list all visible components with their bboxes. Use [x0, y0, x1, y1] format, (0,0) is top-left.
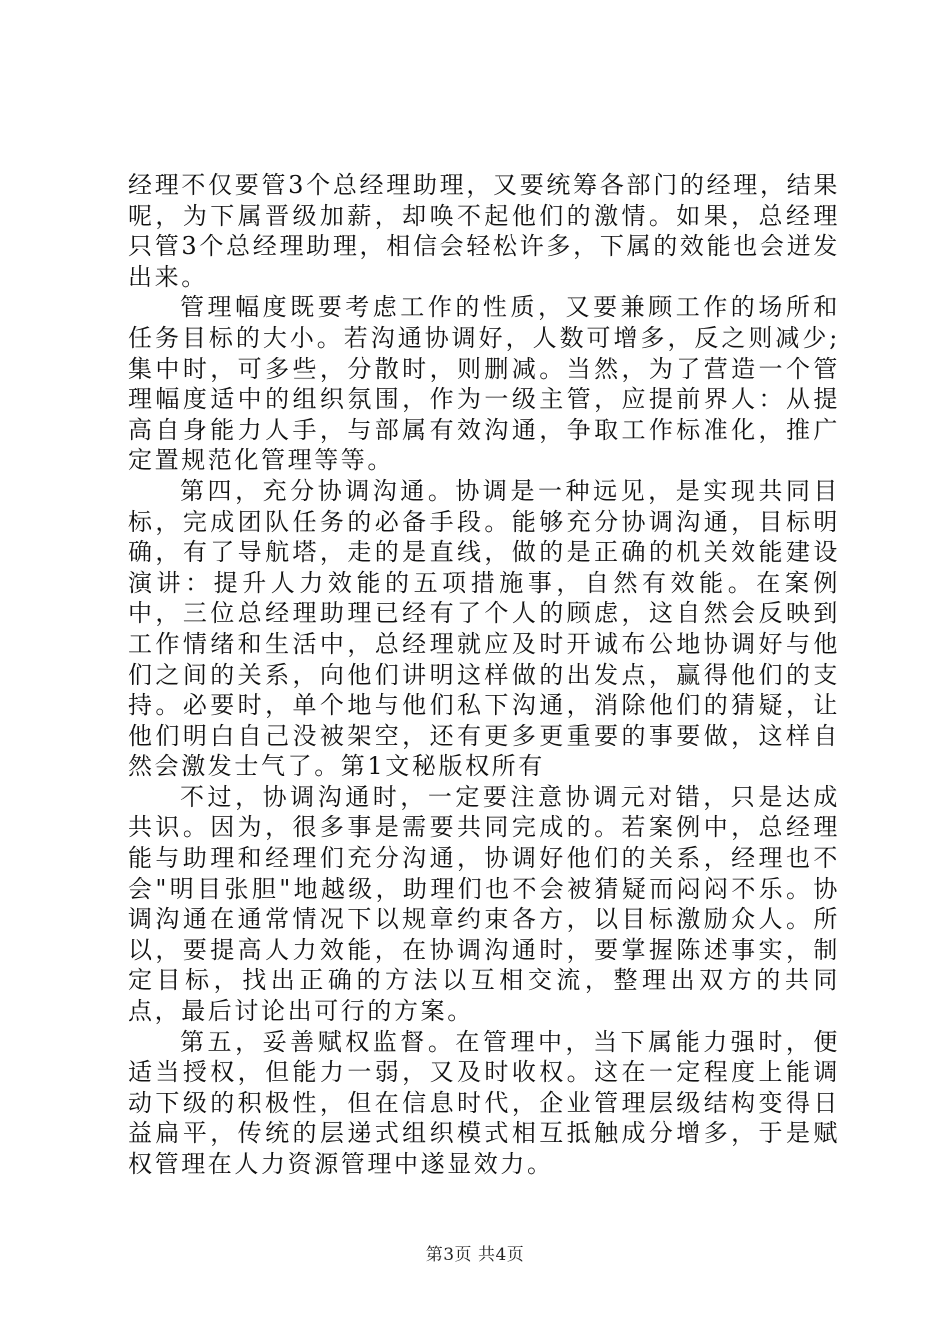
paragraph-4: 不过，协调沟通时，一定要注意协调元对错，只是达成共识。因为，很多事是需要共同完成的。若案例中，总经理能与助理和经理们充分沟通，协调好他们的关系，经理也不会"明目张胆"地越级，助理们也不会被猜疑而闷闷不乐。协调沟通在通常情况下以规章约束各方，以目标激励众人。所以，要提高人力效能，在协调沟通时，要掌握陈述事实，制定目标，找出正确的方法以互相交流，整理出双方的共同点，最后讨论出可行的方案。 [128, 782, 840, 1026]
paragraph-1: 经理不仅要管3个总经理助理，又要统筹各部门的经理，结果呢，为下属晋级加薪，却唤不起他们的激情。如果，总经理只管3个总经理助理，相信会轻松许多，下属的效能也会迸发出来。 [128, 171, 840, 291]
paragraph-2: 管理幅度既要考虑工作的性质，又要兼顾工作的场所和任务目标的大小。若沟通协调好，人数可增多，反之则减少;集中时，可多些，分散时，则删减。当然，为了营造一个管理幅度适中的组织氛围，作为一级主管，应提前界人：从提高自身能力人手，与部属有效沟通，争取工作标准化，推广定置规范化管理等等。 [128, 293, 840, 475]
paragraph-5: 第五，妥善赋权监督。在管理中，当下属能力强时，便适当授权，但能力一弱，又及时收权。这在一定程度上能调动下级的积极性，但在信息时代，企业管理层级结构变得日益扁平，传统的层递式组织模式相互抵触成分增多，于是赋权管理在人力资源管理中遂显效力。 [128, 1027, 840, 1178]
document-body [128, 170, 840, 1180]
paragraph-3: 第四，充分协调沟通。协调是一种远见，是实现共同目标，完成团队任务的必备手段。能够充分协调沟通，目标明确，有了导航塔，走的是直线，做的是正确的机关效能建设演讲：提升人力效能的五项措施事，自然有效能。在案例中，三位总经理助理已经有了个人的顾虑，这自然会反映到工作情绪和生活中，总经理就应及时开诚布公地协调好与他们之间的关系，向他们讲明这样做的出发点，赢得他们的支持。必要时，单个地与他们私下沟通，消除他们的猜疑，让他们明白自己没被架空，还有更多更重要的事要做，这样自然会激发士气了。第1文秘版权所有 [128, 476, 840, 781]
page-number-footer: 第3页 共4页 [425, 1245, 525, 1265]
